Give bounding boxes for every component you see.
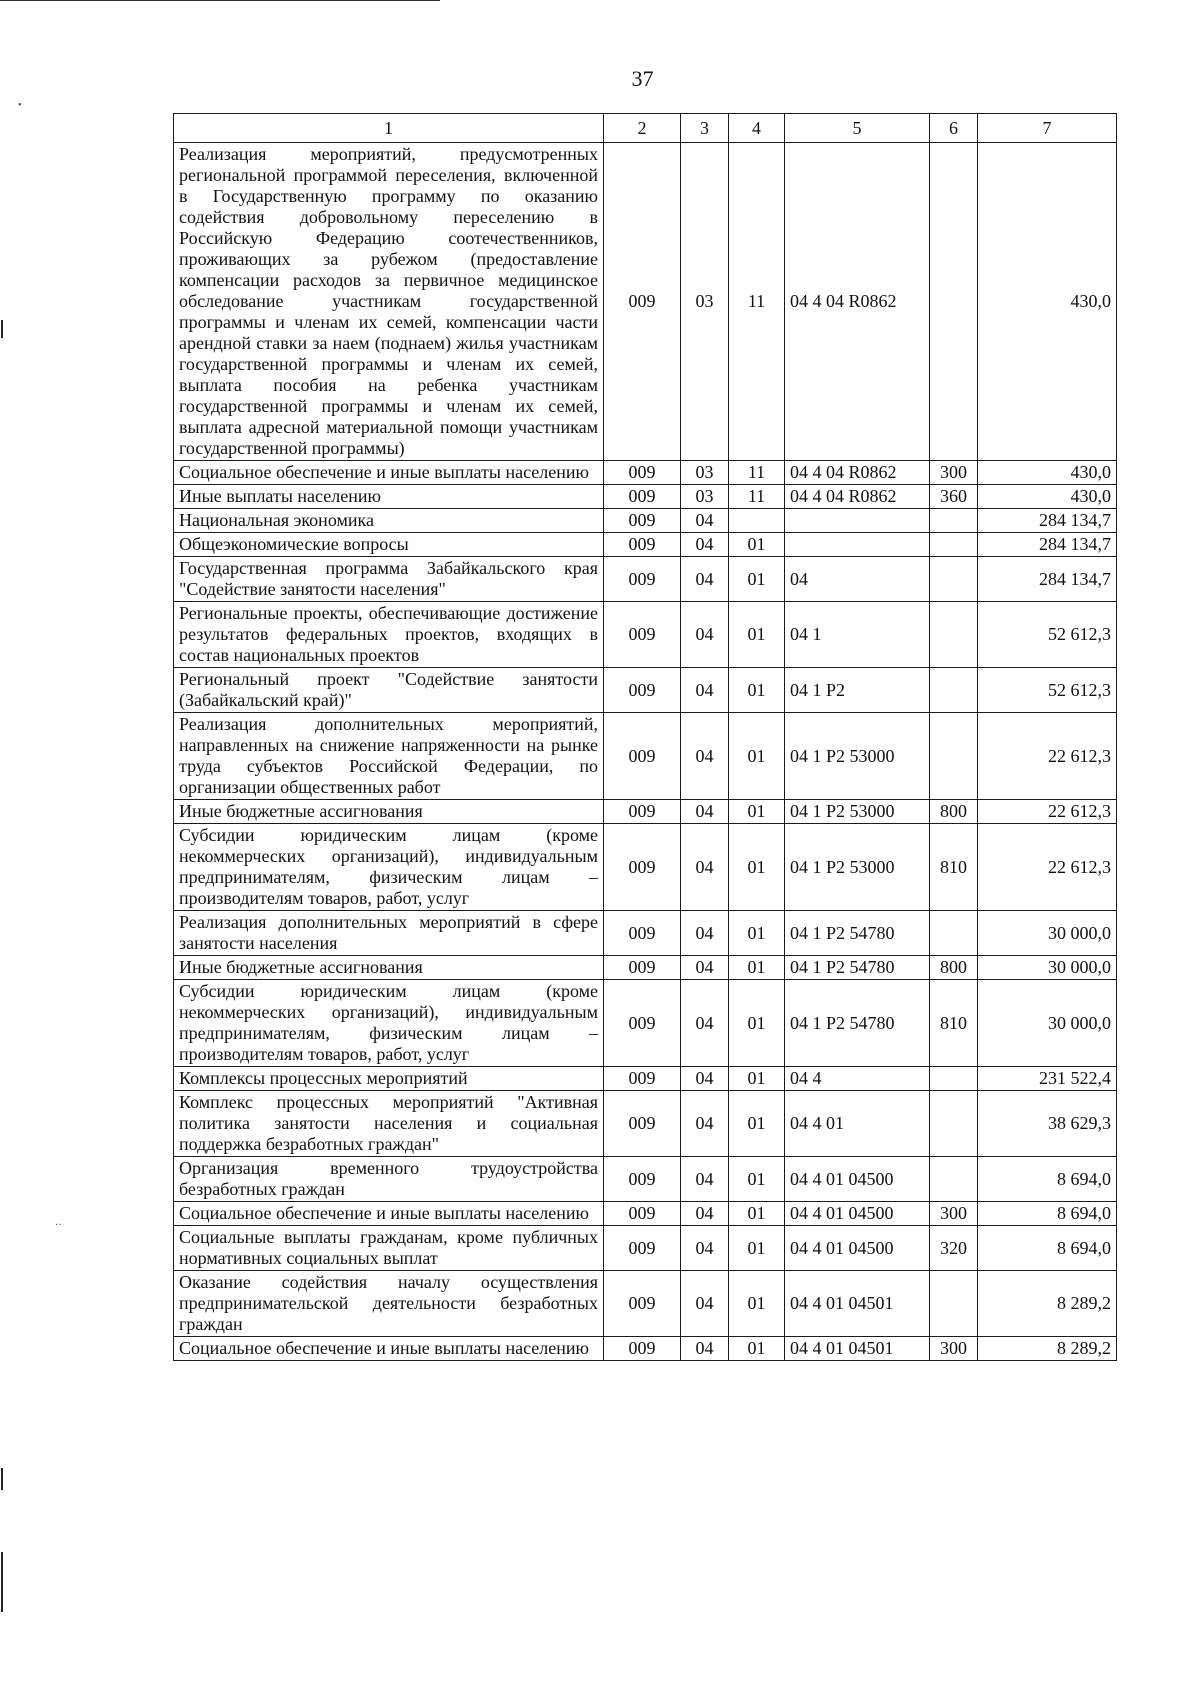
subsection-code: 01 (729, 980, 785, 1067)
expense-type-code: 300 (930, 1337, 978, 1361)
expense-type-code: 360 (930, 485, 978, 509)
subsection-code (729, 509, 785, 533)
item-name: Региональный проект "Содействие занятости (Забайкальский край)" (174, 668, 604, 713)
amount: 38 629,3 (978, 1091, 1117, 1157)
section-code: 04 (681, 1337, 729, 1361)
section-code: 04 (681, 1157, 729, 1202)
item-name: Иные бюджетные ассигнования (174, 800, 604, 824)
table-row (174, 1157, 1117, 1202)
amount: 8 289,2 (978, 1337, 1117, 1361)
item-name: Социальное обеспечение и иные выплаты населению (174, 1202, 604, 1226)
item-name: Региональные проекты, обеспечивающие достижение результатов федеральных проектов, входящих в состав национальных проектов (174, 602, 604, 668)
expense-type-code: 810 (930, 980, 978, 1067)
expense-type-code (930, 713, 978, 800)
table-row (174, 1271, 1117, 1337)
target-article-code: 04 4 04 R0862 (785, 461, 930, 485)
target-article-code: 04 4 01 04501 (785, 1337, 930, 1361)
target-article-code (785, 509, 930, 533)
subsection-code: 01 (729, 1271, 785, 1337)
table-row (174, 713, 1117, 800)
subsection-code: 01 (729, 533, 785, 557)
section-code: 04 (681, 956, 729, 980)
table-row (174, 1337, 1117, 1361)
column-header: 4 (729, 114, 785, 143)
ministry-code: 009 (604, 509, 681, 533)
ministry-code: 009 (604, 602, 681, 668)
table-row (174, 911, 1117, 956)
subsection-code: 11 (729, 461, 785, 485)
amount: 430,0 (978, 143, 1117, 461)
target-article-code: 04 4 01 04501 (785, 1271, 930, 1337)
expense-type-code (930, 143, 978, 461)
amount: 8 289,2 (978, 1271, 1117, 1337)
item-name: Реализация дополнительных мероприятий в сфере занятости населения (174, 911, 604, 956)
section-code: 04 (681, 1067, 729, 1091)
amount: 284 134,7 (978, 557, 1117, 602)
expense-type-code (930, 557, 978, 602)
amount: 52 612,3 (978, 602, 1117, 668)
budget-table (173, 113, 1117, 1361)
ministry-code: 009 (604, 668, 681, 713)
table-row (174, 461, 1117, 485)
expense-type-code: 800 (930, 800, 978, 824)
amount: 430,0 (978, 461, 1117, 485)
table-row (174, 143, 1117, 461)
target-article-code: 04 1 (785, 602, 930, 668)
item-name: Реализация дополнительных мероприятий, направленных на снижение напряженности на рынке труда субъектов Российской Федерации, по организации общественных работ (174, 713, 604, 800)
section-code: 04 (681, 557, 729, 602)
amount: 430,0 (978, 485, 1117, 509)
item-name: Социальное обеспечение и иные выплаты населению (174, 461, 604, 485)
subsection-code: 01 (729, 1067, 785, 1091)
ministry-code: 009 (604, 824, 681, 911)
expense-type-code (930, 1157, 978, 1202)
table-row (174, 824, 1117, 911)
section-code: 03 (681, 485, 729, 509)
ministry-code: 009 (604, 557, 681, 602)
ministry-code: 009 (604, 1157, 681, 1202)
ministry-code: 009 (604, 713, 681, 800)
subsection-code: 01 (729, 668, 785, 713)
target-article-code: 04 1 P2 54780 (785, 980, 930, 1067)
scan-border-line (0, 0, 440, 1)
column-header: 7 (978, 114, 1117, 143)
page-number: 37 (631, 66, 654, 91)
target-article-code (785, 533, 930, 557)
expense-type-code: 320 (930, 1226, 978, 1271)
section-code: 04 (681, 509, 729, 533)
ministry-code: 009 (604, 1337, 681, 1361)
section-code: 04 (681, 800, 729, 824)
subsection-code: 11 (729, 485, 785, 509)
table-row (174, 509, 1117, 533)
column-header: 6 (930, 114, 978, 143)
item-name: Комплексы процессных мероприятий (174, 1067, 604, 1091)
ministry-code: 009 (604, 461, 681, 485)
item-name: Национальная экономика (174, 509, 604, 533)
target-article-code: 04 4 01 04500 (785, 1226, 930, 1271)
amount: 284 134,7 (978, 509, 1117, 533)
table-row (174, 533, 1117, 557)
section-code: 04 (681, 668, 729, 713)
section-code: 04 (681, 911, 729, 956)
amount: 22 612,3 (978, 713, 1117, 800)
expense-type-code: 300 (930, 1202, 978, 1226)
section-code: 04 (681, 824, 729, 911)
subsection-code: 01 (729, 956, 785, 980)
amount: 231 522,4 (978, 1067, 1117, 1091)
item-name: Субсидии юридическим лицам (кроме некоммерческих организаций), индивидуальным предпринимателям, физическим лицам – производителям товаров, работ, услуг (174, 824, 604, 911)
amount: 30 000,0 (978, 980, 1117, 1067)
section-code: 04 (681, 533, 729, 557)
target-article-code: 04 4 01 (785, 1091, 930, 1157)
target-article-code: 04 (785, 557, 930, 602)
amount: 8 694,0 (978, 1226, 1117, 1271)
target-article-code: 04 1 P2 54780 (785, 911, 930, 956)
column-header: 2 (604, 114, 681, 143)
expense-type-code: 800 (930, 956, 978, 980)
table-row (174, 602, 1117, 668)
expense-type-code (930, 911, 978, 956)
target-article-code: 04 4 04 R0862 (785, 143, 930, 461)
ministry-code: 009 (604, 1067, 681, 1091)
amount: 284 134,7 (978, 533, 1117, 557)
section-code: 04 (681, 1091, 729, 1157)
table-row (174, 557, 1117, 602)
section-code: 03 (681, 461, 729, 485)
expense-type-code (930, 668, 978, 713)
amount: 30 000,0 (978, 956, 1117, 980)
column-header: 3 (681, 114, 729, 143)
section-code: 04 (681, 1226, 729, 1271)
target-article-code: 04 4 04 R0862 (785, 485, 930, 509)
table-row (174, 1091, 1117, 1157)
ministry-code: 009 (604, 980, 681, 1067)
subsection-code: 01 (729, 1226, 785, 1271)
item-name: Оказание содействия началу осуществления предпринимательской деятельности безработных граждан (174, 1271, 604, 1337)
table-row (174, 956, 1117, 980)
item-name: Социальное обеспечение и иные выплаты населению (174, 1337, 604, 1361)
ministry-code: 009 (604, 956, 681, 980)
column-header: 1 (174, 114, 604, 143)
item-name: Реализация мероприятий, предусмотренных региональной программой переселения, включенной в Государственную программу по оказанию содействия добровольному переселению в Российскую Федерацию соотечественников, проживающих за рубежом (предоставление компенсации расходов за первичное медицинское обследование участникам государственной программы и членам их семей, компенсации части арендной ставки за наем (поднаем) жилья участникам государственной программы и членам их семей, выплата пособия на ребенка участникам государственной программы и членам их семей, выплата адресной материальной помощи участникам государственной программы) (174, 143, 604, 461)
target-article-code: 04 4 01 04500 (785, 1202, 930, 1226)
table-row (174, 668, 1117, 713)
subsection-code: 01 (729, 824, 785, 911)
table-row (174, 800, 1117, 824)
target-article-code: 04 4 (785, 1067, 930, 1091)
subsection-code: 01 (729, 713, 785, 800)
scan-speck: ·· (55, 1220, 62, 1231)
expense-type-code (930, 1091, 978, 1157)
item-name: Социальные выплаты гражданам, кроме публичных нормативных социальных выплат (174, 1226, 604, 1271)
item-name: Иные выплаты населению (174, 485, 604, 509)
ministry-code: 009 (604, 800, 681, 824)
subsection-code: 01 (729, 557, 785, 602)
target-article-code: 04 1 P2 54780 (785, 956, 930, 980)
expense-type-code (930, 602, 978, 668)
amount: 52 612,3 (978, 668, 1117, 713)
expense-type-code: 300 (930, 461, 978, 485)
amount: 8 694,0 (978, 1202, 1117, 1226)
ministry-code: 009 (604, 1271, 681, 1337)
item-name: Иные бюджетные ассигнования (174, 956, 604, 980)
scan-edge-mark (1, 1552, 3, 1612)
ministry-code: 009 (604, 911, 681, 956)
subsection-code: 11 (729, 143, 785, 461)
target-article-code: 04 1 P2 (785, 668, 930, 713)
scan-speck: • (18, 100, 22, 111)
table-row (174, 485, 1117, 509)
ministry-code: 009 (604, 1202, 681, 1226)
expense-type-code (930, 1067, 978, 1091)
target-article-code: 04 1 P2 53000 (785, 824, 930, 911)
expense-type-code (930, 509, 978, 533)
expense-type-code: 810 (930, 824, 978, 911)
section-code: 04 (681, 980, 729, 1067)
item-name: Субсидии юридическим лицам (кроме некоммерческих организаций), индивидуальным предпринимателям, физическим лицам – производителям товаров, работ, услуг (174, 980, 604, 1067)
item-name: Комплекс процессных мероприятий "Активная политика занятости населения и социальная поддержка безработных граждан" (174, 1091, 604, 1157)
section-code: 04 (681, 1271, 729, 1337)
subsection-code: 01 (729, 1157, 785, 1202)
table-row (174, 1202, 1117, 1226)
section-code: 04 (681, 1202, 729, 1226)
ministry-code: 009 (604, 1226, 681, 1271)
item-name: Общеэкономические вопросы (174, 533, 604, 557)
target-article-code: 04 1 P2 53000 (785, 800, 930, 824)
amount: 22 612,3 (978, 800, 1117, 824)
header-row (174, 114, 1117, 143)
section-code: 03 (681, 143, 729, 461)
table-row (174, 1067, 1117, 1091)
section-code: 04 (681, 602, 729, 668)
subsection-code: 01 (729, 1202, 785, 1226)
ministry-code: 009 (604, 485, 681, 509)
section-code: 04 (681, 713, 729, 800)
target-article-code: 04 1 P2 53000 (785, 713, 930, 800)
subsection-code: 01 (729, 602, 785, 668)
item-name: Государственная программа Забайкальского края "Содействие занятости населения" (174, 557, 604, 602)
subsection-code: 01 (729, 911, 785, 956)
amount: 8 694,0 (978, 1157, 1117, 1202)
scan-edge-mark (1, 320, 3, 338)
expense-type-code (930, 1271, 978, 1337)
table-row (174, 980, 1117, 1067)
table-row (174, 1226, 1117, 1271)
column-header: 5 (785, 114, 930, 143)
amount: 30 000,0 (978, 911, 1117, 956)
subsection-code: 01 (729, 1337, 785, 1361)
subsection-code: 01 (729, 1091, 785, 1157)
ministry-code: 009 (604, 143, 681, 461)
ministry-code: 009 (604, 533, 681, 557)
expense-type-code (930, 533, 978, 557)
scan-edge-mark (1, 1468, 3, 1490)
amount: 22 612,3 (978, 824, 1117, 911)
subsection-code: 01 (729, 800, 785, 824)
item-name: Организация временного трудоустройства безработных граждан (174, 1157, 604, 1202)
ministry-code: 009 (604, 1091, 681, 1157)
target-article-code: 04 4 01 04500 (785, 1157, 930, 1202)
